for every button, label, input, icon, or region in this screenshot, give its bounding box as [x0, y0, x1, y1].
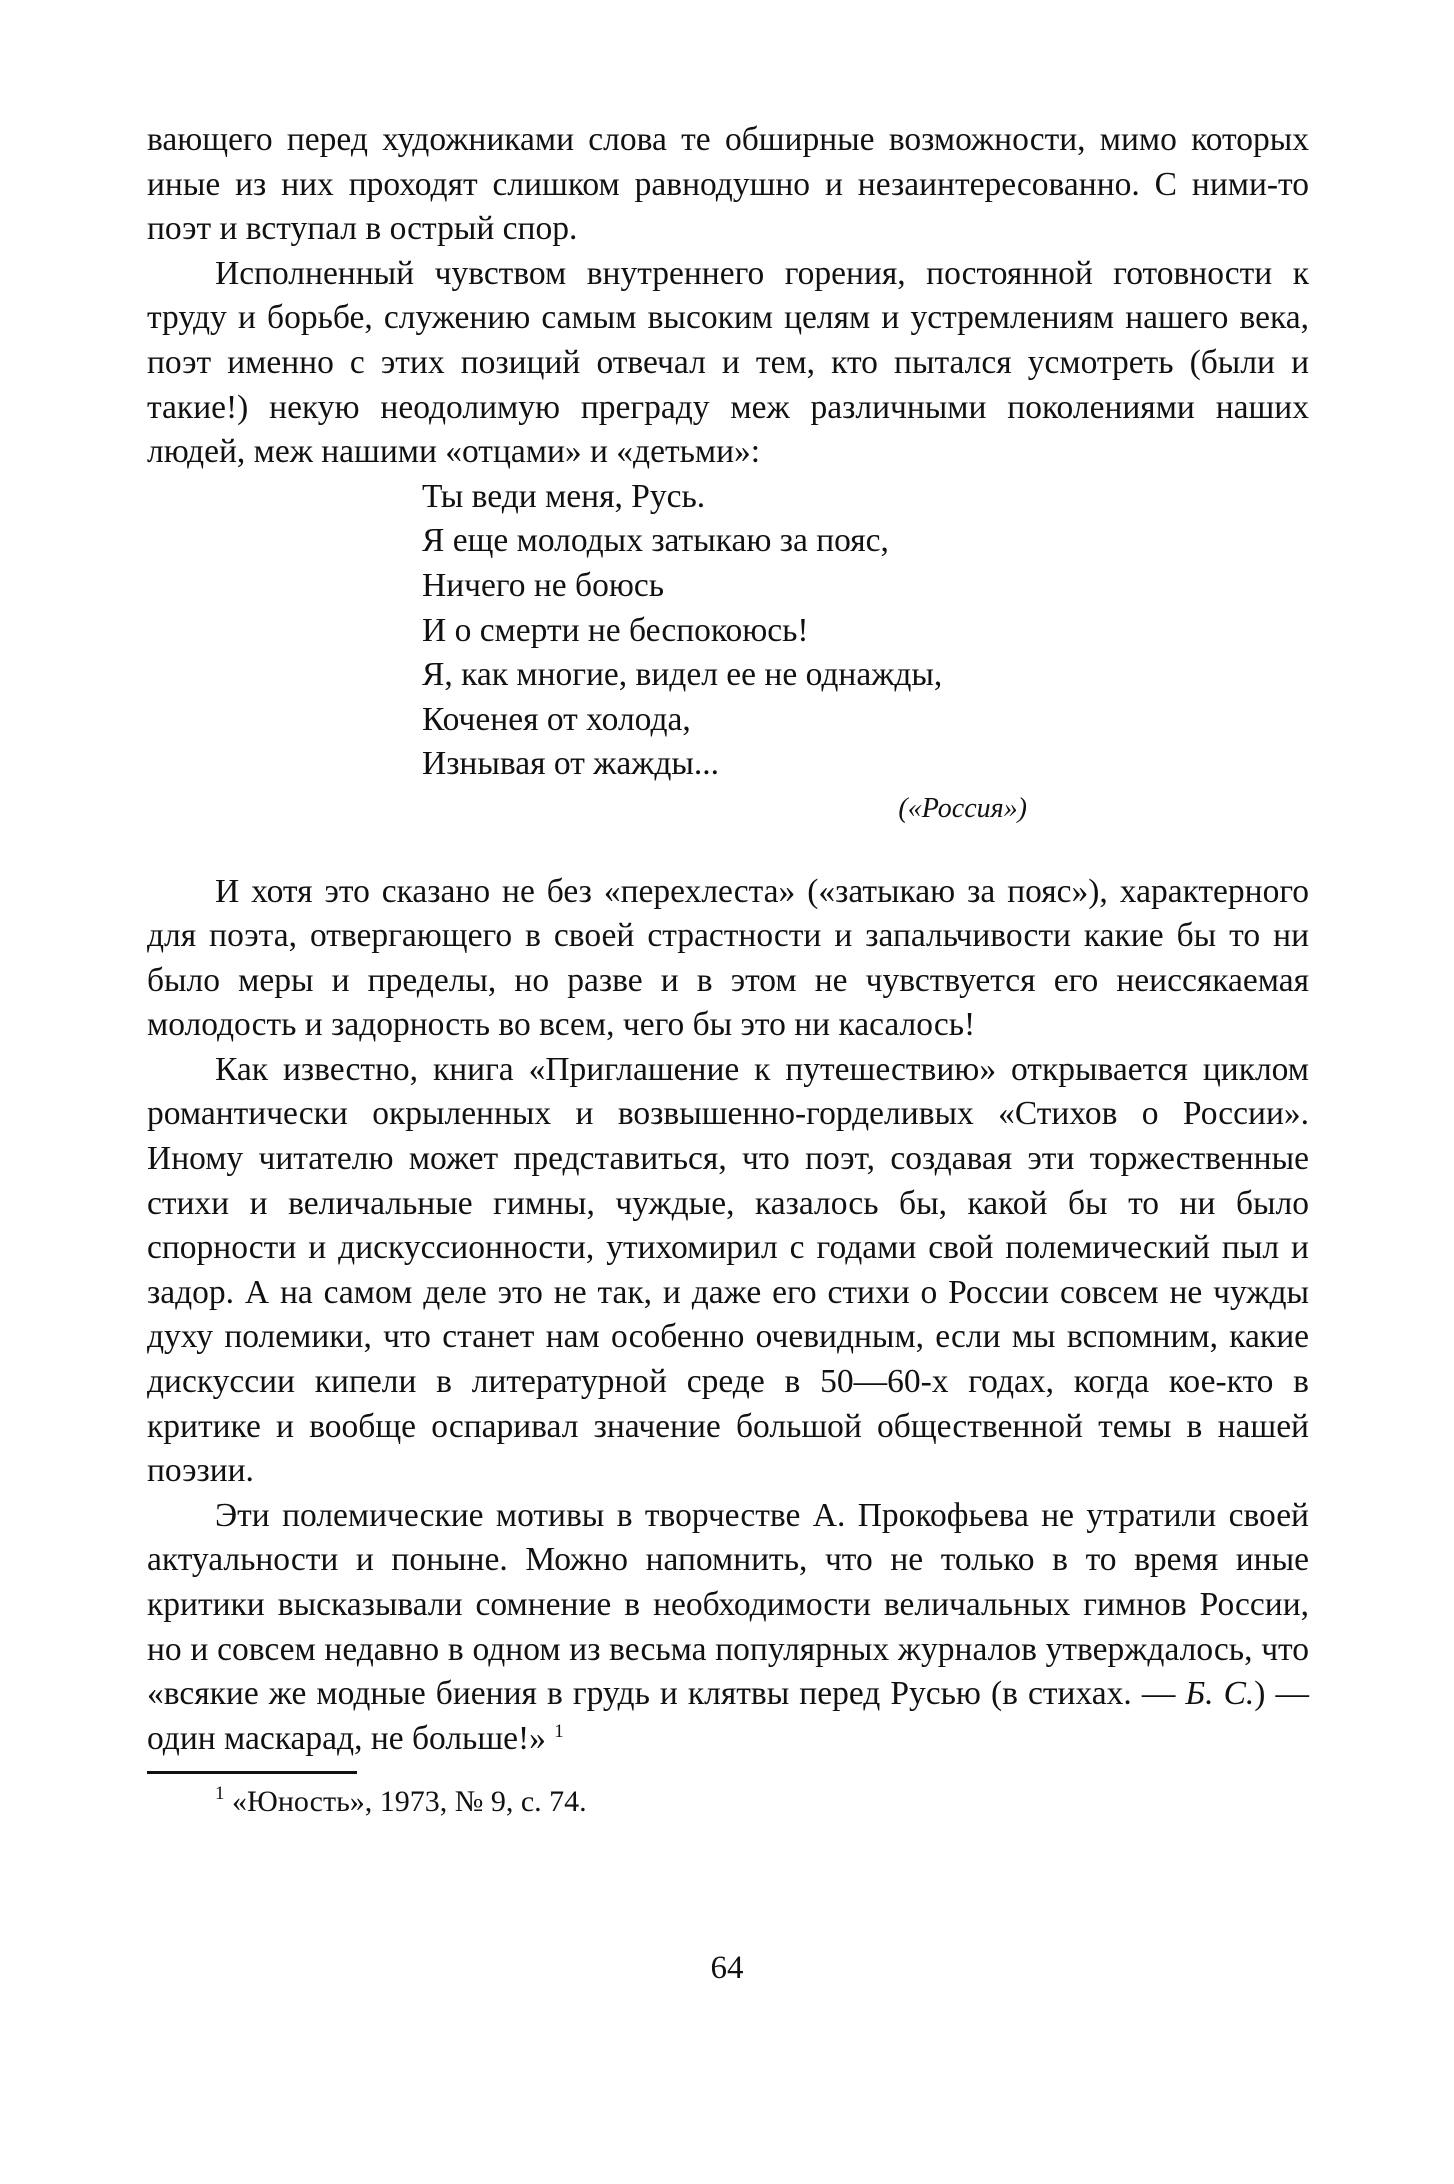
poem-line: Я еще молодых затыкаю за пояс, [422, 522, 889, 560]
poem-line: Коченея от холода, [422, 700, 691, 738]
footnote-mark: 1 [215, 1783, 225, 1805]
paragraph-4 [147, 1494, 1309, 1762]
author-initials: Б. С. [1185, 1675, 1255, 1713]
paragraph-2: И хотя это сказано не без «перехлеста» («затыкаю за пояс»), характерного для поэта, отвергающего в своей страстности и запальчивости какие бы то ни было меры и пределы, но разве и в этом не чувствуется его неиссякаемая молодость и задорность во всем, чего бы это ни касалось! [147, 872, 1309, 1044]
page-body [147, 118, 1309, 1824]
page-number: 64 [710, 1950, 744, 1986]
paragraph-continuation: вающего перед художниками слова те обширные возможности, мимо которых иные из них проходят слишком равнодушно и незаинтересованно. С ними-то поэт и вступал в острый спор. [147, 121, 1309, 248]
poem-line: И о смерти не беспокоюсь! [422, 611, 809, 649]
poem-line: Ты веди меня, Русь. [422, 477, 706, 515]
paragraph-4-tail: ) — один маскарад, не больше!» [147, 1675, 1310, 1757]
footnote-reference: 1 [554, 1720, 564, 1742]
poem-quote [147, 475, 1309, 787]
paragraph-4-text: Эти полемические мотивы в творчестве А. Прокофьева не утратили своей актуальности и поныне. Можно напомнить, что не только в то время иные критики высказывали сомнение в необходимости величальных гимнов России, но и совсем недавно в одном из весьма популярных журналов утверждалось, что «всякие же модные биения в грудь и клятвы перед Русью (в стихах. — [147, 1496, 1309, 1713]
paragraph-3: Как известно, книга «Приглашение к путешествию» открывается циклом романтически окрыленных и возвышенно-горделивых «Стихов о России». Иному читателю может представиться, что поэт, создавая эти торжественные стихи и величальные гимны, чуждые, казалось бы, какой бы то ни было спорности и дискуссионности, утихомирил с годами свой полемический пыл и задор. А на самом деле это не так, и даже его стихи о России совсем не чужды духу полемики, что станет нам особенно очевидным, если мы вспомним, какие дискуссии кипели в литературной среде в 50—60-х годах, когда кое-кто в критике и вообще оспаривал значение большой общественной темы в нашей поэзии. [147, 1050, 1309, 1490]
poem-line: Изнывая от жажды... [422, 745, 720, 783]
poem-line: Ничего не боюсь [422, 566, 665, 604]
poem-line: Я, как многие, видел ее не однажды, [422, 656, 943, 694]
footnote-text: «Юность», 1973, № 9, с. 74. [232, 1785, 587, 1819]
poem-source: («Россия») [898, 792, 1027, 824]
paragraph-1: Исполненный чувством внутреннего горения, постоянной готовности к труду и борьбе, служению самым высоким целям и устремлениям нашего века, поэт именно с этих позиций отвечал и тем, кто пытался усмотреть (были и такие!) некую неодолимую преграду меж различными поколениями наших людей, меж нашими «отцами» и «детьми»: [147, 254, 1309, 471]
footnote-divider [147, 1771, 357, 1774]
footnote [147, 1780, 1309, 1824]
